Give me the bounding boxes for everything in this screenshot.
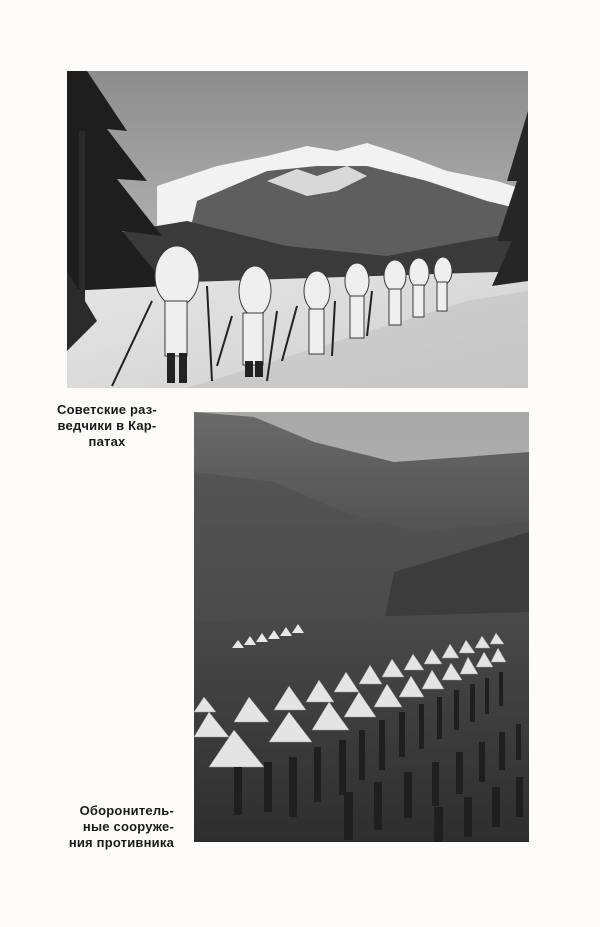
- photo-defensive-structures: [194, 412, 529, 842]
- caption-ski-scouts: [40, 402, 174, 450]
- caption-line: ные сооруже-: [82, 819, 174, 834]
- caption-line: ния противника: [68, 835, 174, 850]
- photo-ski-scouts: [67, 71, 528, 388]
- caption-line: Советские раз-: [57, 402, 157, 417]
- caption-line: ведчики в Кар-: [57, 418, 157, 433]
- caption-line: патах: [88, 434, 126, 449]
- caption-defensive-structures: [40, 803, 174, 851]
- caption-line: Оборонитель-: [79, 803, 174, 818]
